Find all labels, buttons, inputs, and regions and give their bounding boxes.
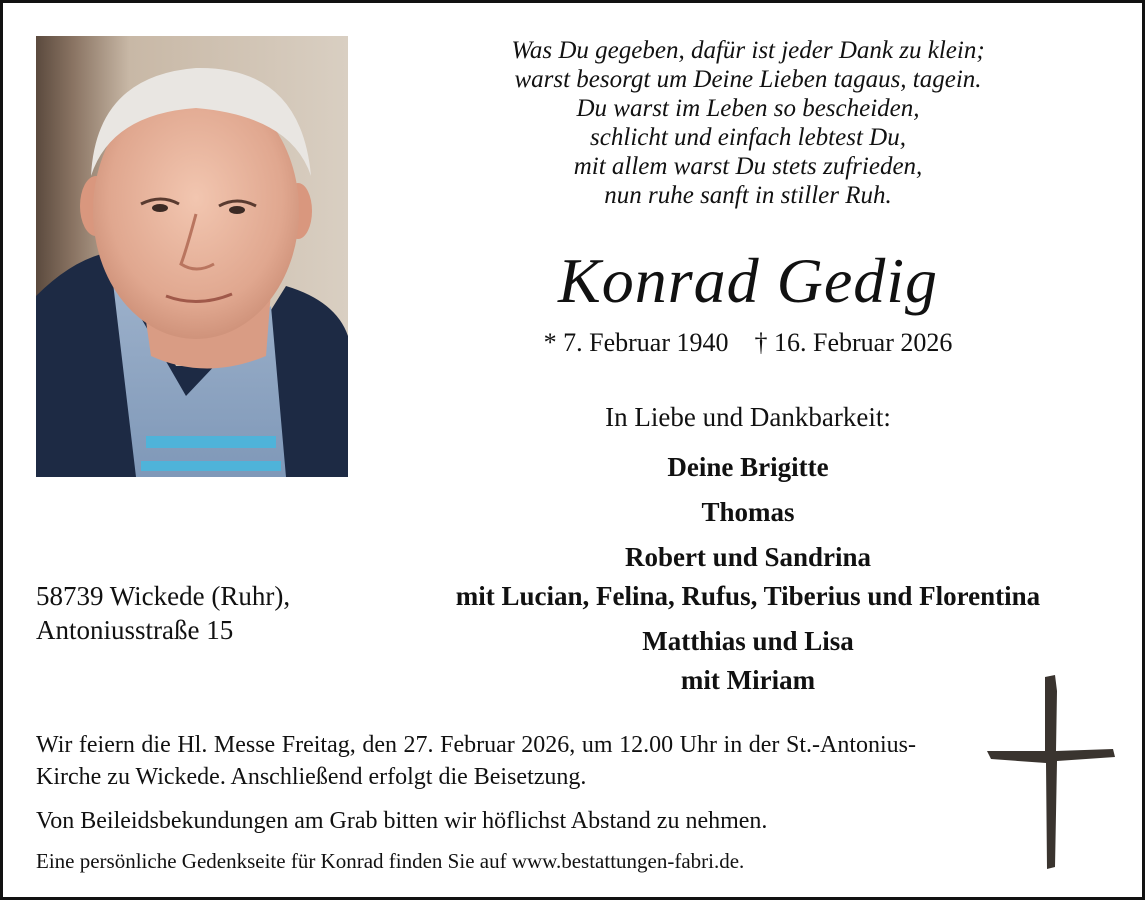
mourner-line: Deine Brigitte (667, 452, 829, 482)
poem-line: nun ruhe sanft in stiller Ruh. (604, 182, 892, 209)
poem-line: schlicht und einfach lebtest Du, (590, 124, 906, 151)
condolence-note: Von Beileidsbekundungen am Grab bitten wir höflichst Abstand zu nehmen. (36, 808, 768, 834)
family-address (36, 579, 396, 647)
memorial-poem (383, 36, 1113, 210)
address-line: Antoniusstraße 15 (36, 615, 234, 645)
portrait-illustration (36, 36, 348, 477)
thanks-heading: In Liebe und Dankbarkeit: (605, 402, 891, 432)
poem-line: mit allem warst Du stets zufrieden, (573, 153, 923, 180)
address-line: 58739 Wickede (Ruhr), (36, 581, 291, 611)
poem-line: Du warst im Leben so bescheiden, (576, 95, 920, 122)
memorial-page-note: Eine persönliche Gedenkseite für Konrad finden Sie auf www.bestattungen-fabri.de. (36, 849, 745, 873)
mourner-line: Thomas (701, 497, 795, 527)
life-dates (383, 325, 1113, 361)
birth-date: * 7. Februar 1940 (543, 328, 729, 357)
death-date: † 16. Februar 2026 (754, 328, 953, 357)
mourner-line: Robert und Sandrina (624, 542, 872, 572)
mourner-line: Matthias und Lisa (642, 626, 854, 656)
mourner-line: mit Lucian, Felina, Rufus, Tiberius und Florentina (455, 581, 1041, 611)
poem-line: Was Du gegeben, dafür ist jeder Dank zu klein; (511, 37, 985, 64)
cross-icon (983, 671, 1119, 873)
portrait-photo (36, 36, 348, 477)
deceased-name: Konrad Gedig (558, 245, 938, 316)
service-info: Wir feiern die Hl. Messe Freitag, den 27. Februar 2026, um 12.00 Uhr in der St.-Antonius-Kirche zu Wickede. Anschließend erfolgt die Beisetzung. (36, 732, 916, 790)
poem-line: warst besorgt um Deine Lieben tagaus, tagein. (514, 66, 982, 93)
mourner-line: mit Miriam (680, 665, 816, 695)
